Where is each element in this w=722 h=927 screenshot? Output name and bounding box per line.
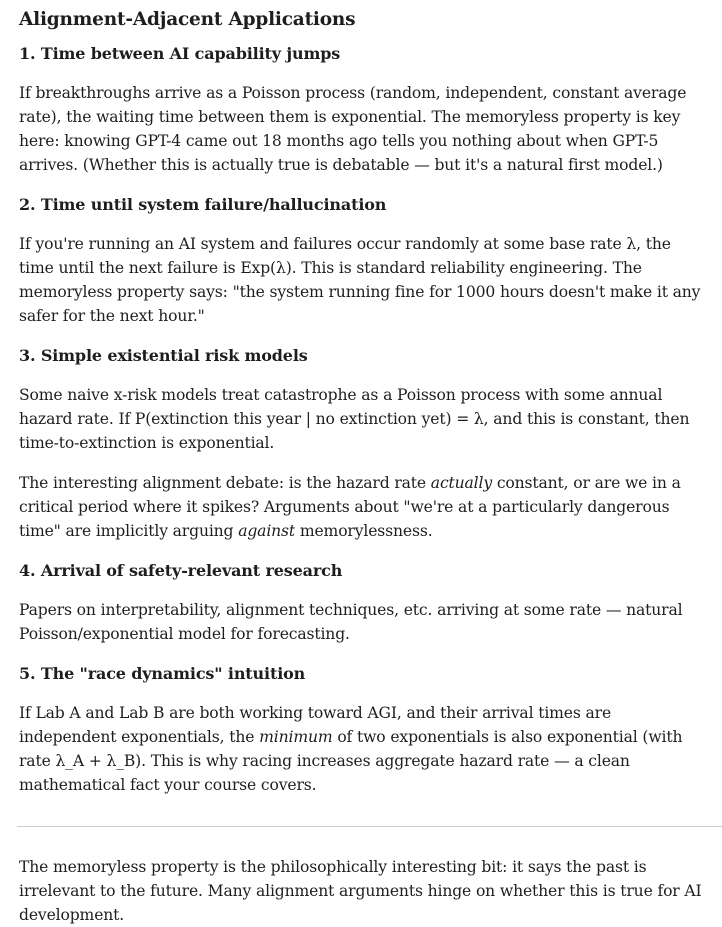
section-heading-existential-risk: 3. Simple existential risk models [19, 346, 308, 365]
section-heading-safety-research: 4. Arrival of safety-relevant research [19, 561, 343, 580]
paragraph-system-failure: If you're running an AI system and failures occur randomly at some base rate λ, the time until the next failure is Exp(λ). This is standard reliability engineering. The memoryless property says: "the system running fine for 1000 hours doesn't make it any safer for the next hour." [19, 235, 701, 325]
conclusion-paragraph: The memoryless property is the philosophically interesting bit: it says the past is irrelevant to the future. Many alignment arguments hinge on whether this is true for AI development. [19, 858, 702, 924]
section-heading-system-failure: 2. Time until system failure/hallucination [19, 195, 387, 214]
hazard-text-part2: constant, or are we in a critical period where it spikes? Arguments about "we're at a particularly dangerous time" are implicitly arguing [19, 474, 681, 540]
emphasis-minimum: minimum [259, 728, 333, 746]
section-heading-race-dynamics: 5. The "race dynamics" intuition [19, 664, 306, 683]
race-text-part2: of two exponentials is also exponential (with rate λ_A + λ_B). This is why racing increases aggregate hazard rate — a clean mathematical fact your course covers. [19, 728, 683, 794]
hazard-text-part3: memorylessness. [295, 522, 433, 540]
paragraph-existential-risk: Some naive x-risk models treat catastrophe as a Poisson process with some annual hazard rate. If P(extinction this year | no extinction yet) = λ, and this is constant, then time-to-extinction is exponential. [19, 386, 690, 452]
emphasis-actually: actually [430, 474, 493, 492]
hazard-text-part1: The interesting alignment debate: is the hazard rate [19, 474, 431, 492]
page-title: Alignment-Adjacent Applications [19, 9, 356, 30]
paragraph-safety-research: Papers on interpretability, alignment techniques, etc. arriving at some rate — natural Poisson/exponential model for forecasting. [19, 601, 683, 643]
section-heading-capability-jumps: 1. Time between AI capability jumps [19, 44, 341, 63]
race-text-part1: If Lab A and Lab B are both working toward AGI, and their arrival times are independent exponentials, the [19, 704, 612, 746]
emphasis-against: against [238, 522, 296, 540]
paragraph-race-dynamics [19, 701, 709, 797]
paragraph-hazard-rate-debate [19, 471, 709, 543]
paragraph-capability-jumps: If breakthroughs arrive as a Poisson process (random, independent, constant average rate), the waiting time between them is exponential. The memoryless property is key here: knowing GPT-4 came out 18 months ago tells you nothing about when GPT-5 arrives. (Whether this is actually true is debatable — but it's a natural first model.) [19, 84, 687, 174]
